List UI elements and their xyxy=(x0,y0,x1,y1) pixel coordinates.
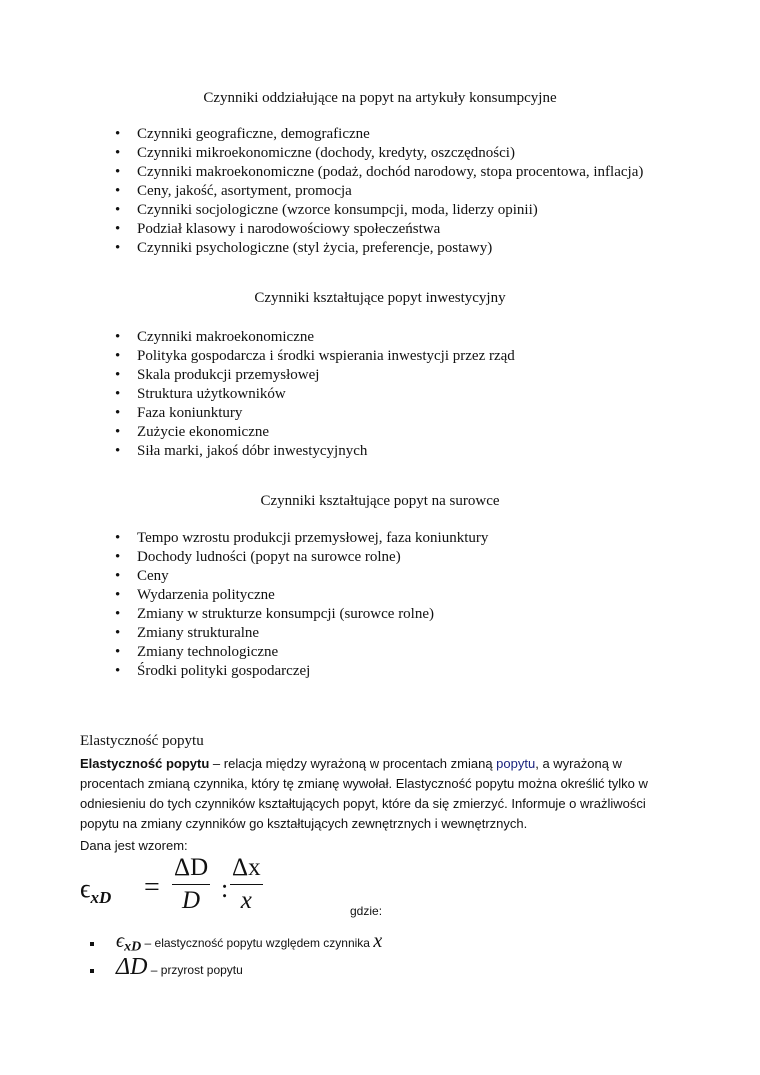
raw-materials-factors-list xyxy=(115,529,488,681)
term: Elastyczność popytu xyxy=(80,756,210,771)
popyt-link[interactable]: popytu xyxy=(496,756,536,771)
text: – relacja między wyrażoną w procentach zmianą xyxy=(209,756,497,771)
list-item: • Zużycie ekonomiczne xyxy=(115,423,515,442)
list-item: • Ceny, jakość, asortyment, promocja xyxy=(115,182,643,201)
list-item: • Polityka gospodarcza i środki wspierania inwestycji przez rząd xyxy=(115,347,515,366)
list-item: • Czynniki makroekonomiczne xyxy=(115,328,515,347)
formula-lhs: $\epsilon_{xD}$ xyxy=(80,874,112,908)
list-item: • Zmiany w strukturze konsumpcji (surowce rolne) xyxy=(115,605,488,624)
list-item: • Czynniki mikroekonomiczne (dochody, kredyty, oszczędności) xyxy=(115,144,643,163)
formula-equals: = xyxy=(144,872,160,903)
list-item: • Dochody ludności (popyt na surowce rolne) xyxy=(115,548,488,567)
bullet-icon xyxy=(90,942,94,946)
list-item: • Czynniki geograficzne, demograficzne xyxy=(115,125,643,144)
formula-intro: Dana jest wzorem: xyxy=(80,838,188,853)
fraction-delta-d: $\frac{\Delta D}{D}$ xyxy=(174,854,209,914)
list-item: • Podział klasowy i narodowościowy społeczeństwa xyxy=(115,220,643,239)
text: , a wyrażoną w procentach zmianą czynnika, który tę zmianę wywołał. Elastyczność popytu można określić tylko w odniesieniu do tych czynników kształtujących popyt, które da się zmierzyć. Informuje o wrażliwości popytu na zmiany czynników go kształtujących zewnętrznych i wewnętrznych. xyxy=(80,756,648,831)
list-item: • Zmiany technologiczne xyxy=(115,643,488,662)
list-item: • Zmiany strukturalne xyxy=(115,624,488,643)
formula-colon: : xyxy=(221,874,229,903)
list-item: • Ceny xyxy=(115,567,488,586)
elasticity-heading: Elastyczność popytu xyxy=(80,733,204,749)
list-item: • Siła marki, jakoś dóbr inwestycyjnych xyxy=(115,442,515,461)
bullet-icon xyxy=(90,969,94,973)
section-title: Czynniki kształtujące popyt na surowce xyxy=(260,493,500,509)
definition-item: ΔD – przyrost popytu xyxy=(90,954,243,981)
list-item: • Struktura użytkowników xyxy=(115,385,515,404)
list-item: • Czynniki makroekonomiczne (podaż, dochód narodowy, stopa procentowa, inflacja) xyxy=(115,163,643,182)
consumer-factors-list xyxy=(115,125,643,258)
list-item: • Tempo wzrostu produkcji przemysłowej, faza koniunktury xyxy=(115,529,488,548)
investment-factors-list xyxy=(115,328,515,461)
gdzie-label: gdzie: xyxy=(350,904,383,918)
list-item: • Czynniki socjologiczne (wzorce konsumpcji, moda, liderzy opinii) xyxy=(115,201,643,220)
list-item: • Czynniki psychologiczne (styl życia, preferencje, postawy) xyxy=(115,239,643,258)
list-item: • Wydarzenia polityczne xyxy=(115,586,488,605)
elasticity-definition xyxy=(80,754,680,834)
definition-item: $\epsilon_{xD}$ – elastyczność popytu względem czynnika x xyxy=(90,930,382,955)
list-item: • Faza koniunktury xyxy=(115,404,515,423)
section-title: Czynniki oddziałujące na popyt na artykuły konsumpcyjne xyxy=(203,90,557,106)
list-item: • Skala produkcji przemysłowej xyxy=(115,366,515,385)
section-title: Czynniki kształtujące popyt inwestycyjny xyxy=(254,290,506,306)
list-item: • Środki polityki gospodarczej xyxy=(115,662,488,681)
fraction-delta-x: $\frac{\Delta x}{x}$ xyxy=(232,854,261,914)
